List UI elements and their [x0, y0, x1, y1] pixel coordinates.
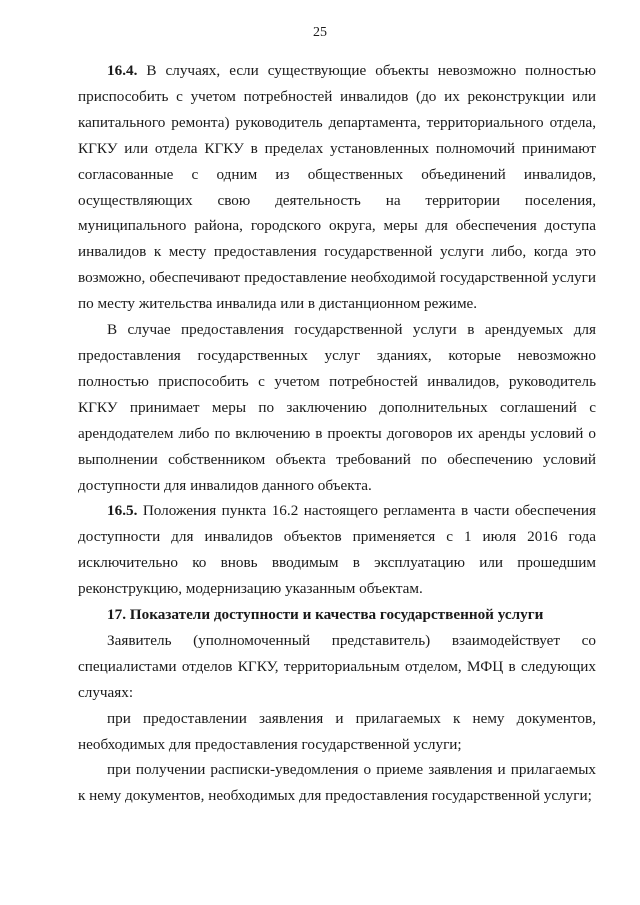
clause-number-16-5: 16.5. — [107, 502, 138, 520]
paragraph-rented-buildings: В случае предоставления государственной услуги в арендуемых для предоставления государственных услуг зданиях, которые невозможно полностью приспособить с учетом потребностей инвалидов, руководитель КГКУ принимает меры по заключению дополнительных соглашений с арендодателем либо по включению в проекты договоров их аренды условий о выполнении собственником объекта требований по обеспечению условий доступности для инвалидов данного объекта. — [78, 321, 596, 494]
clause-number-16-4: 16.4. — [107, 62, 138, 79]
paragraph-16-5-text: Положения пункта 16.2 настоящего регламента в части обеспечения доступности для инвалидов объектов применяется с 1 июля 2016 года исключительно ко вновь вводимым в эксплуатацию или прошедшим реконструкцию, модернизацию указанным объектам. — [78, 502, 596, 598]
document-body — [78, 58, 596, 809]
section-heading-17: 17. Показатели доступности и качества государственной услуги — [107, 606, 544, 624]
paragraph-16-4 — [78, 58, 596, 317]
paragraph-receipt-case: при получении расписки-уведомления о приеме заявления и прилагаемых к нему документов, необходимых для предоставления государственной услуги; — [78, 761, 596, 805]
page-number: 25 — [313, 25, 327, 40]
paragraph-applicant-interaction: Заявитель (уполномоченный представитель) взаимодействует со специалистами отделов КГКУ, территориальным отделом, МФЦ в следующих случаях: — [78, 631, 596, 701]
paragraph-16-4-text: В случаях, если существующие объекты невозможно полностью приспособить с учетом потребностей инвалидов (до их реконструкции или капитального ремонта) руководитель департамента, территориального отдела, КГКУ или отдела КГКУ в пределах установленных полномочий принимают согласованные с одним из общественных объединений инвалидов, осуществляющих свою деятельность на территории поселения, муниципального района, городского округа, меры для обеспечения доступа инвалидов к месту предоставления государственной услуги либо, когда это возможно, обеспечивают предоставление необходимой государственной услуги по месту жительства инвалида или в дистанционном режиме. — [78, 62, 597, 313]
paragraph-16-5 — [78, 498, 596, 602]
paragraph-submission-case: при предоставлении заявления и прилагаемых к нему документов, необходимых для предоставления государственной услуги; — [78, 709, 596, 753]
